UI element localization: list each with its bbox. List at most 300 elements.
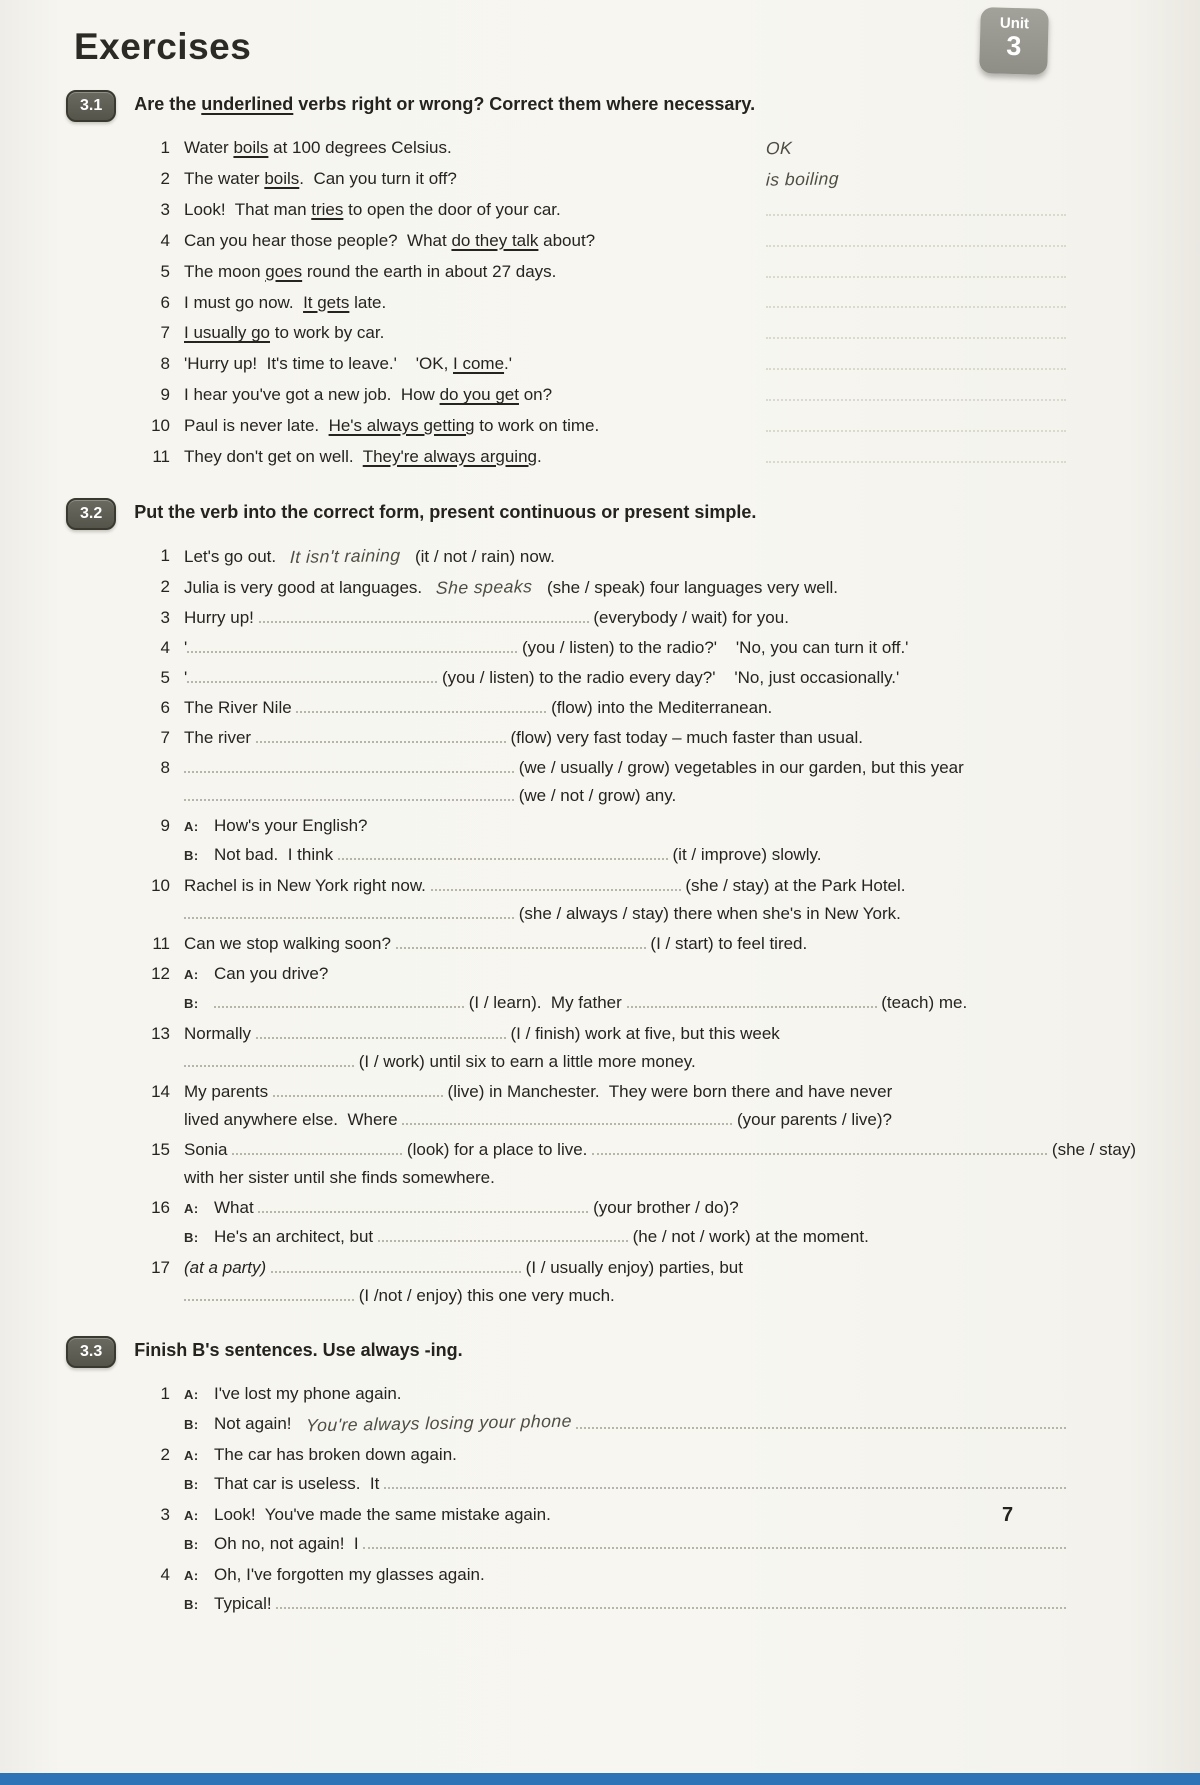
text-segment: (I / start) to feel tired. (645, 933, 808, 953)
exercise-number-badge: 3.3 (66, 1336, 116, 1368)
text-segment: Let's go out. (184, 546, 291, 566)
answer-blank (766, 227, 1066, 247)
answer-blank (576, 1410, 1066, 1429)
unit-tab (979, 7, 1049, 75)
item-lines (184, 604, 1136, 632)
answer-blank (187, 664, 437, 683)
answer-blank (184, 782, 514, 801)
footer-accent-bar (0, 1773, 1200, 1785)
answer-blank (184, 900, 514, 919)
text-segment: Are the (134, 94, 202, 114)
text-segment: (your brother / do)? (588, 1197, 739, 1217)
text-segment: (I / work) until six to earn a little more money. (354, 1051, 696, 1071)
text-segment: .' (504, 354, 513, 374)
item-line (184, 1078, 1136, 1106)
item-line (184, 1590, 1066, 1619)
item-number: 7 (160, 323, 170, 343)
exercise-item (140, 319, 1136, 348)
text-segment: (look) for a place to live. (402, 1139, 593, 1159)
answer-blank (592, 1136, 1047, 1155)
text-segment: (teach) me. (876, 992, 968, 1012)
text-segment: Oh, I've forgotten my glasses again. (214, 1564, 485, 1584)
exercise-item (140, 227, 1136, 256)
item-answer (760, 443, 1136, 472)
speaker-label: B: (184, 1596, 199, 1612)
text-segment: (everybody / wait) for you. (588, 607, 789, 627)
answer-blank (766, 381, 1066, 401)
text-segment: with her sister until she finds somewhere. (184, 1167, 495, 1187)
exercise-items (66, 134, 1136, 472)
item-number: 14 (151, 1081, 170, 1101)
text-segment: (she / stay) at the Park Hotel. (680, 875, 906, 895)
text-segment: late. (349, 292, 387, 312)
answer-blank (766, 350, 1066, 370)
item-line (184, 1380, 1066, 1409)
exercise-item (140, 634, 1136, 662)
text-segment: Put the verb into the correct form, present continuous or present simple. (134, 501, 757, 522)
item-number: 3 (160, 1504, 170, 1524)
item-number: 4 (160, 230, 170, 250)
speaker-label: A: (184, 1447, 199, 1463)
text-segment: Julia is very good at languages. (184, 577, 437, 597)
item-answer (760, 412, 1136, 441)
exercise-item (140, 542, 1136, 571)
exercise-number-badge: 3.1 (66, 90, 116, 122)
text-segment: Can you drive? (214, 963, 329, 983)
item-sentence (184, 289, 760, 318)
text-segment: Not again! (214, 1413, 306, 1433)
answer-blank (396, 930, 646, 949)
item-number: 3 (160, 200, 170, 219)
text-segment: Oh no, not again! I (214, 1533, 364, 1553)
underlined-verb: I come (453, 354, 505, 374)
text-segment: Normally (184, 1023, 256, 1043)
item-number: 1 (160, 1383, 170, 1403)
underlined-verb: boils (264, 169, 300, 188)
exercise-item (140, 664, 1136, 692)
item-number: 11 (152, 446, 170, 466)
item-lines (184, 664, 1136, 692)
item-line (184, 1254, 1136, 1282)
item-line (184, 1530, 1066, 1559)
answer-blank (276, 1590, 1066, 1609)
underlined-verb: underlined (201, 94, 294, 114)
item-number: 3 (160, 607, 170, 627)
text-segment: Can you hear those people? What (184, 230, 452, 250)
exercise-item (140, 1020, 1136, 1076)
item-line (184, 960, 1136, 989)
item-lines (184, 1020, 1136, 1076)
text-segment: (at a party) (184, 1257, 267, 1277)
item-line (184, 634, 1136, 662)
handwritten-answer: She speaks (435, 575, 534, 598)
text-segment: I must go now. (184, 292, 304, 312)
text-segment: The River Nile (184, 697, 297, 717)
exercise-section-3-1 (66, 90, 1136, 472)
item-answer (760, 319, 1136, 348)
exercise-item (140, 165, 1136, 194)
text-segment: 'Hurry up! It's time to leave.' 'OK, (184, 354, 454, 374)
text-segment: Finish B's sentences. Use (134, 1339, 361, 1360)
exercise-item (140, 412, 1136, 441)
item-line (184, 1223, 1136, 1252)
answer-blank (363, 1530, 1066, 1549)
unit-label: Unit (999, 14, 1030, 33)
text-segment: They don't get on well. (184, 446, 363, 466)
underlined-verb: He's always getting (328, 415, 475, 435)
answer-blank (766, 289, 1066, 309)
item-number: 1 (160, 545, 170, 565)
handwritten-answer: It isn't raining (289, 544, 402, 567)
answer-blank (273, 1078, 443, 1097)
item-line (184, 1441, 1066, 1470)
text-segment: The river (184, 727, 256, 747)
text-segment: Sonia (184, 1139, 233, 1159)
item-answer (760, 165, 1136, 194)
exercise-heading (134, 94, 755, 115)
item-answer (760, 196, 1136, 225)
exercise-heading (134, 1340, 462, 1361)
item-lines (184, 812, 1136, 870)
text-segment: (you / listen) to the radio every day?' 'No, just occasionally.' (437, 667, 900, 687)
item-line (184, 694, 1136, 722)
exercise-item (140, 1501, 1066, 1559)
speaker-label: B: (184, 1229, 199, 1245)
item-number: 9 (160, 385, 170, 405)
answer-blank (766, 443, 1066, 463)
exercise-item (140, 872, 1136, 928)
answer-blank (256, 724, 506, 743)
exercise-item (140, 134, 1136, 163)
text-segment: . Can you turn it off? (299, 169, 457, 188)
item-lines (184, 1380, 1066, 1439)
item-line (184, 989, 1136, 1018)
exercise-item (140, 1380, 1066, 1439)
text-segment: What (214, 1197, 259, 1217)
item-line (184, 664, 1136, 692)
answer-blank (766, 412, 1066, 432)
item-lines (184, 573, 1136, 602)
text-segment: Can we stop walking soon? (184, 933, 396, 953)
exercise-item (140, 1136, 1136, 1192)
item-sentence (184, 412, 760, 441)
text-segment: Not bad. I think (214, 844, 338, 864)
exercise-heading (134, 502, 756, 523)
text-segment: That car is useless. It (214, 1473, 385, 1493)
speaker-label: A: (184, 966, 199, 982)
item-sentence (184, 381, 760, 410)
item-lines (184, 872, 1136, 928)
exercise-heading-row (66, 90, 1136, 122)
item-line (184, 1048, 1136, 1076)
item-line (184, 812, 1136, 841)
speaker-label: A: (184, 1507, 199, 1523)
item-number: 10 (151, 875, 170, 895)
item-line (184, 1106, 1136, 1134)
text-segment: lived anywhere else. Where (184, 1109, 403, 1129)
item-answer (760, 381, 1136, 410)
item-number: 4 (160, 1564, 170, 1584)
item-number: 17 (151, 1257, 170, 1277)
exercise-heading-row (66, 1336, 1136, 1368)
text-segment: Look! You've made the same mistake again. (214, 1504, 551, 1524)
exercise-item (140, 930, 1136, 958)
answer-blank (184, 1282, 354, 1301)
item-line (184, 1409, 1066, 1439)
underlined-verb: goes (265, 261, 303, 281)
item-line (184, 1282, 1136, 1310)
text-segment: (she / speak) four languages very well. (532, 577, 838, 597)
text-segment: (she / always / stay) there when she's in New York. (514, 903, 901, 923)
underlined-verb: It gets (303, 292, 350, 312)
item-line (184, 1020, 1136, 1048)
speaker-label: B: (184, 847, 199, 863)
speaker-label: A: (184, 818, 199, 834)
item-lines (184, 724, 1136, 752)
item-sentence (184, 196, 760, 225)
text-segment: (flow) into the Mediterranean. (546, 697, 773, 717)
item-number: 9 (160, 815, 170, 835)
speaker-label: B: (184, 1416, 199, 1432)
item-line (184, 754, 1136, 782)
item-line (184, 542, 1136, 571)
item-line (184, 573, 1136, 602)
answer-blank (258, 1194, 588, 1213)
text-segment: to work by car. (270, 323, 385, 343)
item-line (184, 1136, 1136, 1164)
exercise-item (140, 443, 1136, 472)
exercise-item (140, 694, 1136, 722)
item-sentence (184, 165, 760, 194)
item-answer (760, 134, 1136, 163)
exercise-heading-row (66, 498, 1136, 530)
exercise-item (140, 812, 1136, 870)
text-segment: The water (184, 169, 265, 188)
answer-blank (627, 989, 877, 1008)
exercise-section-3-2 (66, 498, 1136, 1310)
item-number: 2 (160, 576, 170, 596)
item-number: 15 (151, 1139, 170, 1159)
exercise-item (140, 724, 1136, 752)
answer-blank (232, 1136, 402, 1155)
text-segment: (your parents / live)? (732, 1109, 892, 1129)
speaker-label: B: (184, 1536, 199, 1552)
unit-number: 3 (1005, 30, 1022, 62)
handwritten-answer: OK (765, 137, 793, 159)
text-segment: always -ing (360, 1339, 458, 1360)
text-segment: about? (538, 230, 596, 250)
answer-blank (338, 841, 668, 860)
exercise-item (140, 960, 1136, 1018)
underlined-verb: do you get (439, 385, 519, 405)
item-number: 16 (151, 1197, 170, 1217)
text-segment: (I /not / enjoy) this one very much. (354, 1285, 615, 1305)
answer-blank (402, 1106, 732, 1125)
item-lines (184, 754, 1136, 810)
item-line (184, 1194, 1136, 1223)
item-lines (184, 1136, 1136, 1192)
item-lines (184, 634, 1136, 662)
text-segment: (you / listen) to the radio?' 'No, you can turn it off.' (517, 637, 909, 657)
page-title: Exercises (74, 26, 252, 67)
text-segment: Water (184, 138, 234, 157)
item-number: 11 (152, 933, 170, 953)
text-segment: How's your English? (214, 815, 368, 835)
handwritten-answer: is boiling (765, 168, 840, 190)
text-segment: (it / improve) slowly. (667, 844, 822, 864)
text-segment: The moon (184, 261, 266, 281)
text-segment: My parents (184, 1081, 273, 1101)
answer-blank (259, 604, 589, 623)
exercise-item (140, 754, 1136, 810)
item-sentence (184, 258, 760, 287)
item-number: 5 (160, 261, 170, 281)
text-segment: (I / finish) work at five, but this week (505, 1023, 780, 1043)
underlined-verb: I usually go (184, 323, 270, 343)
item-line (184, 724, 1136, 752)
item-lines (184, 960, 1136, 1018)
text-segment: ' (184, 667, 188, 687)
answer-blank (271, 1254, 521, 1273)
exercise-item (140, 1254, 1136, 1310)
item-lines (184, 1441, 1066, 1499)
text-segment: Typical! (214, 1593, 277, 1613)
item-sentence (184, 134, 760, 163)
item-lines (184, 1078, 1136, 1134)
item-line (184, 900, 1136, 928)
answer-blank (766, 319, 1066, 339)
text-segment: (he / not / work) at the moment. (627, 1226, 869, 1246)
speaker-label: A: (184, 1200, 199, 1216)
item-line (184, 872, 1136, 900)
text-segment: Hurry up! (184, 607, 259, 627)
text-segment: (I / usually enjoy) parties, but (520, 1257, 743, 1277)
text-segment: to work on time. (474, 415, 600, 435)
item-answer (760, 350, 1136, 379)
answer-blank (214, 989, 464, 1008)
text-segment: verbs right or wrong? Correct them where necessary. (293, 94, 756, 114)
text-segment: (she / stay) (1047, 1139, 1136, 1159)
page-number: 7 (1002, 1504, 1014, 1526)
answer-blank (384, 1470, 1066, 1489)
item-sentence (184, 227, 760, 256)
exercise-item (140, 1561, 1066, 1619)
item-number: 4 (160, 637, 170, 657)
text-segment: The car has broken down again. (214, 1444, 457, 1464)
text-segment: (we / usually / grow) vegetables in our garden, but this year (514, 757, 964, 777)
item-lines (184, 542, 1136, 571)
exercise-item (140, 196, 1136, 225)
item-sentence (184, 319, 760, 348)
speaker-label: B: (184, 995, 199, 1011)
answer-blank (184, 1048, 354, 1067)
speaker-label: A: (184, 1567, 199, 1583)
answer-blank (296, 694, 546, 713)
text-segment: on? (518, 385, 553, 405)
text-segment: . (537, 446, 542, 466)
exercise-items (66, 542, 1136, 1310)
answer-blank (431, 872, 681, 891)
item-number: 13 (151, 1023, 170, 1043)
text-segment: (flow) very fast today – much faster than usual. (505, 727, 863, 747)
text-segment: (live) in Manchester. They were born there and have never (442, 1081, 893, 1101)
item-number: 6 (160, 292, 170, 312)
exercise-item (140, 258, 1136, 287)
item-lines (184, 930, 1136, 958)
item-number: 6 (160, 697, 170, 717)
text-segment: I've lost my phone again. (214, 1383, 402, 1403)
item-number: 5 (160, 667, 170, 687)
item-sentence (184, 443, 760, 472)
exercise-item (140, 381, 1136, 410)
item-sentence (184, 350, 760, 379)
speaker-label: A: (184, 1386, 199, 1402)
underlined-verb: They're always arguing (362, 446, 537, 466)
underlined-verb: tries (311, 200, 344, 219)
exercise-items (66, 1380, 1136, 1619)
exercise-number-badge: 3.2 (66, 498, 116, 530)
item-line (184, 930, 1136, 958)
exercise-item (140, 350, 1136, 379)
underlined-verb: do they talk (451, 230, 539, 250)
text-segment: to open the door of your car. (343, 200, 561, 219)
answer-blank (187, 634, 517, 653)
item-lines (184, 1254, 1136, 1310)
exercise-item (140, 1441, 1066, 1499)
item-number: 8 (160, 757, 170, 777)
item-line (184, 1164, 1136, 1192)
answer-blank (378, 1223, 628, 1242)
item-number: 7 (160, 727, 170, 747)
item-line (184, 1470, 1066, 1499)
text-segment: Look! That man (184, 200, 312, 219)
text-segment: Paul is never late. (184, 415, 329, 435)
answer-blank (766, 196, 1066, 216)
answer-blank (256, 1020, 506, 1039)
exercise-item (140, 1078, 1136, 1134)
answer-blank (184, 754, 514, 773)
text-segment: He's an architect, but (214, 1226, 378, 1246)
text-segment: I hear you've got a new job. How (184, 385, 440, 405)
item-lines (184, 1501, 1066, 1559)
text-segment: (I / learn). My father (464, 992, 627, 1012)
item-number: 1 (160, 138, 170, 157)
item-number: 10 (151, 415, 170, 435)
text-segment: at 100 degrees Celsius. (268, 138, 452, 157)
item-number: 2 (160, 1444, 170, 1464)
item-number: 12 (151, 963, 170, 983)
text-segment: . (457, 1339, 463, 1360)
text-segment: Rachel is in New York right now. (184, 875, 431, 895)
answer-blank (766, 258, 1066, 278)
item-lines (184, 1194, 1136, 1252)
exercises-root (0, 68, 1200, 1619)
text-segment: (it / not / rain) now. (400, 546, 555, 566)
item-number: 8 (160, 354, 170, 374)
item-answer (760, 258, 1136, 287)
exercise-item (140, 604, 1136, 632)
handwritten-answer: You're always losing your phone (305, 1410, 572, 1435)
item-answer (760, 227, 1136, 256)
text-segment: round the earth in about 27 days. (302, 261, 557, 281)
item-line (184, 1501, 1066, 1530)
exercise-item (140, 289, 1136, 318)
item-line (184, 841, 1136, 870)
item-line (184, 782, 1136, 810)
speaker-label: B: (184, 1476, 199, 1492)
item-answer (760, 289, 1136, 318)
item-line (184, 604, 1136, 632)
